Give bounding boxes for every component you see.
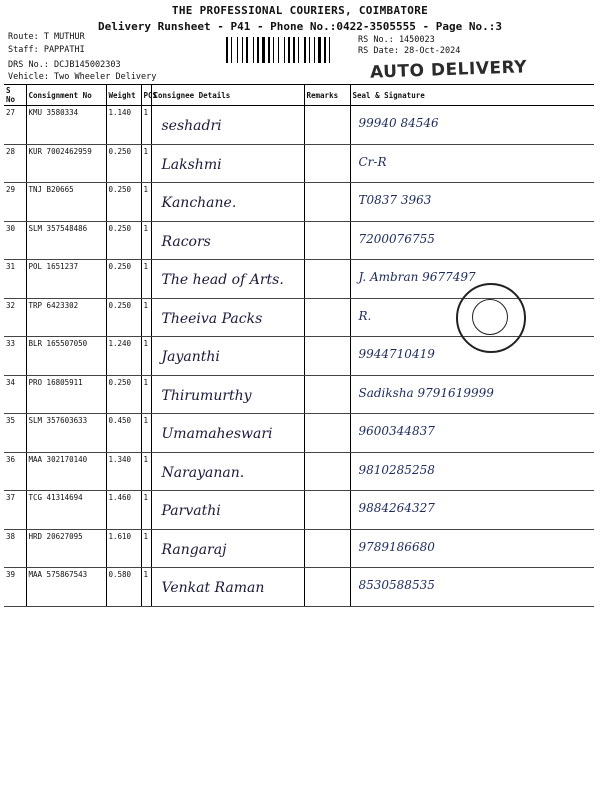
row-remarks bbox=[304, 491, 350, 530]
row-signature-cell bbox=[350, 452, 594, 491]
barcode-bar bbox=[293, 37, 295, 63]
table-row bbox=[4, 491, 594, 530]
col-remarks: Remarks bbox=[304, 85, 350, 106]
col-pcs: PCS bbox=[141, 85, 151, 106]
table-header-row bbox=[4, 85, 594, 106]
vehicle-field: Vehicle: Two Wheeler Delivery bbox=[8, 72, 157, 82]
row-consignment-no: SLM 357603633 bbox=[26, 414, 106, 453]
row-signature: 9944710419 bbox=[358, 347, 435, 361]
barcode-bar bbox=[304, 37, 306, 63]
row-consignment-no: KMU 3580334 bbox=[26, 106, 106, 145]
row-signature: 8530588535 bbox=[358, 578, 435, 592]
table-row bbox=[4, 144, 594, 183]
row-weight: 1.240 bbox=[106, 337, 141, 376]
row-signature-cell bbox=[350, 529, 594, 568]
row-sno: 29 bbox=[4, 183, 26, 222]
barcode-bar bbox=[284, 37, 285, 63]
row-consignee-name: Racors bbox=[161, 233, 211, 250]
barcode-bar bbox=[324, 37, 326, 63]
row-consignee-name-cell bbox=[151, 568, 304, 607]
row-consignment-no: KUR 7002462959 bbox=[26, 144, 106, 183]
row-sno: 37 bbox=[4, 491, 26, 530]
row-weight: 0.250 bbox=[106, 221, 141, 260]
row-consignee-name-cell bbox=[151, 221, 304, 260]
rs-date: RS Date: 28-Oct-2024 bbox=[358, 46, 461, 56]
row-consignment-no: POL 1651237 bbox=[26, 260, 106, 299]
auto-delivery-stamp: AUTO DELIVERY bbox=[369, 57, 528, 83]
row-consignment-no: TCG 41314694 bbox=[26, 491, 106, 530]
row-pcs: 1 bbox=[141, 221, 151, 260]
row-remarks bbox=[304, 568, 350, 607]
row-consignee-name-cell bbox=[151, 452, 304, 491]
row-signature-cell bbox=[350, 144, 594, 183]
row-remarks bbox=[304, 106, 350, 145]
row-weight: 0.250 bbox=[106, 183, 141, 222]
row-consignment-no: MAA 302170140 bbox=[26, 452, 106, 491]
row-consignee-name: Narayanan. bbox=[161, 464, 245, 481]
row-signature: 99940 84546 bbox=[358, 116, 439, 130]
row-pcs: 1 bbox=[141, 183, 151, 222]
barcode-bar bbox=[318, 37, 321, 63]
row-signature-cell bbox=[350, 183, 594, 222]
row-sno: 27 bbox=[4, 106, 26, 145]
col-consignee: Consignee Details bbox=[151, 85, 304, 106]
row-remarks bbox=[304, 221, 350, 260]
row-remarks bbox=[304, 375, 350, 414]
row-sno: 32 bbox=[4, 298, 26, 337]
barcode-bar bbox=[329, 37, 330, 63]
row-consignee-name-cell bbox=[151, 337, 304, 376]
row-consignee-name-cell bbox=[151, 183, 304, 222]
row-weight: 0.250 bbox=[106, 260, 141, 299]
row-consignment-no: TRP 6423302 bbox=[26, 298, 106, 337]
barcode-bar bbox=[288, 37, 290, 63]
company-seal-stamp bbox=[456, 283, 526, 353]
row-signature-cell bbox=[350, 375, 594, 414]
barcode-bar bbox=[268, 37, 270, 63]
row-consignee-name: Lakshmi bbox=[161, 156, 222, 173]
row-remarks bbox=[304, 260, 350, 299]
row-signature: 9810285258 bbox=[358, 462, 435, 477]
row-consignee-name-cell bbox=[151, 414, 304, 453]
row-consignment-no: SLM 357548486 bbox=[26, 221, 106, 260]
barcode-bar bbox=[237, 37, 238, 63]
barcode-bar bbox=[226, 37, 228, 63]
barcode-bar bbox=[278, 37, 279, 63]
row-pcs: 1 bbox=[141, 298, 151, 337]
row-sno: 38 bbox=[4, 529, 26, 568]
row-sno: 36 bbox=[4, 452, 26, 491]
row-consignee-name: Parvathi bbox=[161, 503, 221, 519]
barcode bbox=[226, 37, 351, 63]
col-seal-signature: Seal & Signature bbox=[350, 85, 594, 106]
table-body bbox=[4, 106, 594, 607]
barcode-bar bbox=[242, 37, 243, 63]
table-row bbox=[4, 414, 594, 453]
row-consignee-name: Umamaheswari bbox=[161, 426, 273, 442]
table-row bbox=[4, 452, 594, 491]
table-row bbox=[4, 529, 594, 568]
row-weight: 0.250 bbox=[106, 298, 141, 337]
route-field: Route: T MUTHUR bbox=[8, 32, 85, 42]
row-signature-cell bbox=[350, 568, 594, 607]
table-row bbox=[4, 221, 594, 260]
row-pcs: 1 bbox=[141, 491, 151, 530]
barcode-bar bbox=[262, 37, 265, 63]
row-weight: 1.460 bbox=[106, 491, 141, 530]
drs-number: DRS No.: DCJB145002303 bbox=[8, 60, 121, 70]
row-sno: 31 bbox=[4, 260, 26, 299]
row-weight: 1.340 bbox=[106, 452, 141, 491]
row-sno: 35 bbox=[4, 414, 26, 453]
row-consignment-no: HRD 20627095 bbox=[26, 529, 106, 568]
row-consignment-no: PRO 16805911 bbox=[26, 375, 106, 414]
row-signature: 9884264327 bbox=[358, 501, 435, 515]
row-signature: R. bbox=[358, 308, 372, 323]
row-signature: T0837 3963 bbox=[358, 193, 432, 207]
row-signature: Cr-R bbox=[358, 154, 387, 169]
barcode-bar bbox=[257, 37, 259, 63]
row-signature-cell bbox=[350, 414, 594, 453]
row-consignee-name-cell bbox=[151, 491, 304, 530]
col-sno: S No bbox=[4, 85, 26, 106]
row-sno: 39 bbox=[4, 568, 26, 607]
row-sno: 34 bbox=[4, 375, 26, 414]
barcode-bar bbox=[309, 37, 310, 63]
row-weight: 1.610 bbox=[106, 529, 141, 568]
barcode-bar bbox=[246, 37, 248, 63]
barcode-bar bbox=[231, 37, 232, 63]
row-pcs: 1 bbox=[141, 337, 151, 376]
row-consignee-name-cell bbox=[151, 144, 304, 183]
row-signature: 9789186680 bbox=[358, 539, 435, 554]
row-sno: 33 bbox=[4, 337, 26, 376]
row-consignee-name-cell bbox=[151, 375, 304, 414]
row-remarks bbox=[304, 337, 350, 376]
row-consignee-name: Thirumurthy bbox=[161, 387, 252, 404]
row-weight: 0.250 bbox=[106, 144, 141, 183]
rs-number: RS No.: 1450023 bbox=[358, 35, 435, 45]
row-weight: 0.580 bbox=[106, 568, 141, 607]
row-pcs: 1 bbox=[141, 529, 151, 568]
row-remarks bbox=[304, 298, 350, 337]
row-consignee-name-cell bbox=[151, 106, 304, 145]
col-weight: Weight bbox=[106, 85, 141, 106]
col-consignment: Consignment No bbox=[26, 85, 106, 106]
barcode-bar bbox=[253, 37, 254, 63]
row-consignee-name: Venkat Raman bbox=[161, 580, 265, 596]
row-consignment-no: TNJ B20665 bbox=[26, 183, 106, 222]
barcode-bar bbox=[314, 37, 315, 63]
row-consignee-name-cell bbox=[151, 260, 304, 299]
table-row bbox=[4, 568, 594, 607]
row-remarks bbox=[304, 183, 350, 222]
row-remarks bbox=[304, 144, 350, 183]
runsheet-header: Delivery Runsheet - P41 - Phone No.:0422-3505555 - Page No.:3 bbox=[98, 20, 502, 33]
staff-field: Staff: PAPPATHI bbox=[8, 45, 85, 55]
row-signature-cell bbox=[350, 106, 594, 145]
table-row bbox=[4, 183, 594, 222]
row-sno: 28 bbox=[4, 144, 26, 183]
row-signature: J. Ambran 9677497 bbox=[358, 270, 476, 284]
row-pcs: 1 bbox=[141, 568, 151, 607]
row-weight: 1.140 bbox=[106, 106, 141, 145]
row-pcs: 1 bbox=[141, 144, 151, 183]
row-consignee-name: Rangaraj bbox=[161, 541, 227, 558]
row-signature-cell bbox=[350, 491, 594, 530]
row-consignee-name: Theeiva Packs bbox=[161, 310, 263, 327]
row-remarks bbox=[304, 452, 350, 491]
row-consignment-no: BLR 165507050 bbox=[26, 337, 106, 376]
barcode-bar bbox=[298, 37, 299, 63]
row-consignee-name: Kanchane. bbox=[161, 195, 237, 211]
row-consignment-no: MAA 575867543 bbox=[26, 568, 106, 607]
row-signature: 9600344837 bbox=[358, 424, 435, 438]
row-signature-cell bbox=[350, 221, 594, 260]
row-sno: 30 bbox=[4, 221, 26, 260]
row-consignee-name-cell bbox=[151, 298, 304, 337]
barcode-bar bbox=[273, 37, 274, 63]
row-signature: 7200076755 bbox=[358, 231, 435, 246]
row-remarks bbox=[304, 529, 350, 568]
row-weight: 0.250 bbox=[106, 375, 141, 414]
row-remarks bbox=[304, 414, 350, 453]
row-consignee-name-cell bbox=[151, 529, 304, 568]
row-pcs: 1 bbox=[141, 260, 151, 299]
row-consignee-name: seshadri bbox=[161, 118, 222, 134]
row-pcs: 1 bbox=[141, 375, 151, 414]
row-consignee-name: Jayanthi bbox=[161, 349, 220, 365]
row-consignee-name: The head of Arts. bbox=[161, 272, 284, 288]
table-row bbox=[4, 106, 594, 145]
row-pcs: 1 bbox=[141, 414, 151, 453]
row-pcs: 1 bbox=[141, 452, 151, 491]
row-signature: Sadiksha 9791619999 bbox=[358, 385, 494, 400]
table-row bbox=[4, 375, 594, 414]
row-pcs: 1 bbox=[141, 106, 151, 145]
row-weight: 0.450 bbox=[106, 414, 141, 453]
company-title: THE PROFESSIONAL COURIERS, COIMBATORE bbox=[171, 4, 429, 17]
